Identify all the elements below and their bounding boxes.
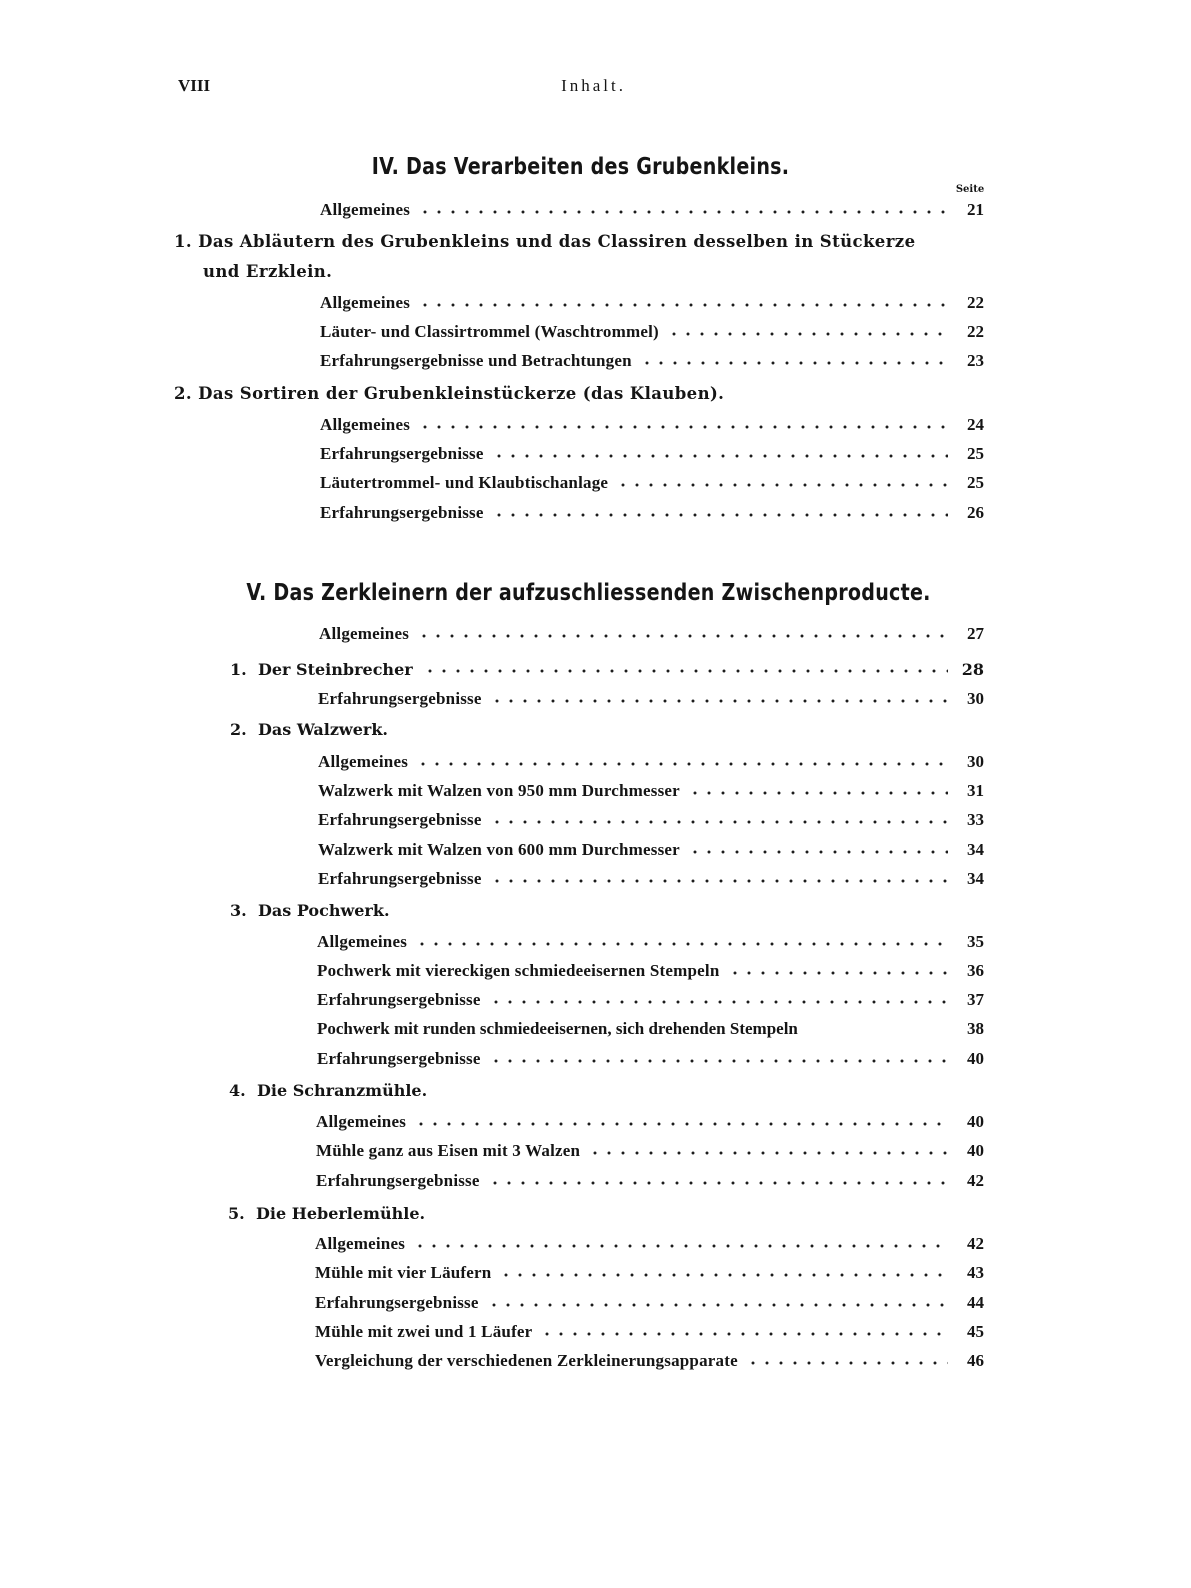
dot-leader — [490, 699, 948, 703]
subheading-number: 1. — [230, 660, 247, 679]
dot-leader — [490, 879, 948, 883]
entry-page: 45 — [967, 1322, 984, 1341]
toc-entry[interactable] — [320, 347, 984, 371]
entry-page: 34 — [967, 840, 984, 859]
section-iv-title: IV. Das Verarbeiten des Grubenkleins. — [371, 154, 790, 180]
dot-leader — [423, 669, 948, 673]
entry-label: Allgemeines — [317, 932, 408, 951]
entry-page: 38 — [967, 1019, 984, 1038]
subheading-number: 5. — [228, 1204, 245, 1223]
entry-label: Mühle mit zwei und 1 Läufer — [315, 1322, 533, 1341]
entry-page: 30 — [967, 689, 984, 708]
dot-leader — [728, 971, 948, 975]
entry-page: 26 — [967, 503, 984, 522]
dot-leader — [415, 942, 948, 946]
entry-page: 33 — [967, 810, 984, 829]
dot-leader — [492, 454, 948, 458]
entry-page: 25 — [967, 473, 984, 492]
entry-label: Mühle mit vier Läufern — [315, 1263, 492, 1282]
entry-page: 22 — [967, 293, 984, 312]
toc-entry[interactable] — [318, 865, 984, 889]
subheading-number: 2. — [230, 720, 247, 739]
entry-label: Erfahrungsergebnisse — [320, 444, 484, 463]
toc-entry[interactable] — [318, 685, 984, 709]
entry-page: 42 — [967, 1234, 984, 1253]
entry-page: 30 — [967, 752, 984, 771]
toc-entry[interactable] — [315, 1230, 984, 1254]
subheading-number: 3. — [230, 901, 247, 920]
entry-label: Erfahrungsergebnisse — [317, 1049, 481, 1068]
entry-page: 46 — [967, 1351, 984, 1370]
dot-leader — [487, 1303, 948, 1307]
toc-entry[interactable] — [316, 1108, 984, 1132]
seite-label: Seite — [955, 184, 985, 195]
section-iv-sub2-heading[interactable]: 2. Das Sortiren der Grubenkleinstückerze (das Klauben). — [174, 384, 725, 403]
entry-label: Allgemeines — [320, 415, 411, 434]
toc-entry[interactable] — [317, 1015, 984, 1039]
entry-page: 22 — [967, 322, 984, 341]
dot-leader — [416, 762, 948, 766]
subheading-label: Das Pochwerk. — [258, 901, 390, 920]
entry-label: Erfahrungsergebnisse — [315, 1293, 479, 1312]
entry-label: Vergleichung der verschiedenen Zerkleinerungsapparate — [315, 1351, 738, 1370]
dot-leader — [492, 513, 948, 517]
toc-entry[interactable] — [315, 1347, 984, 1371]
entry-label: Allgemeines — [318, 752, 409, 771]
entry-label: Erfahrungsergebnisse — [320, 503, 484, 522]
toc-entry[interactable] — [320, 289, 984, 313]
subheading-label: Die Schranzmühle. — [257, 1081, 428, 1100]
toc-entry[interactable] — [317, 1045, 984, 1069]
dot-leader — [667, 332, 948, 336]
toc-subheading[interactable] — [229, 1081, 427, 1100]
entry-label: Mühle ganz aus Eisen mit 3 Walzen — [316, 1141, 581, 1160]
dot-leader — [746, 1361, 948, 1365]
toc-entry[interactable] — [318, 806, 984, 830]
subheading-label: Das Walzwerk. — [258, 720, 388, 739]
entry-label: Allgemeines — [316, 1112, 407, 1131]
dot-leader — [418, 425, 948, 429]
entry-label: Läuter- und Classirtrommel (Waschtrommel) — [320, 322, 659, 341]
toc-entry[interactable] — [317, 986, 984, 1010]
entry-page: 25 — [967, 444, 984, 463]
running-title: Inhalt. — [561, 76, 626, 95]
entry-label: Erfahrungsergebnisse — [316, 1171, 480, 1190]
toc-entry[interactable] — [320, 318, 984, 342]
entry-label: Pochwerk mit viereckigen schmiedeeisernen Stempeln — [317, 961, 720, 980]
entry-page: 21 — [967, 200, 984, 219]
dot-leader — [489, 1059, 948, 1063]
dot-leader — [616, 483, 948, 487]
toc-entry[interactable] — [320, 440, 984, 464]
dot-leader — [490, 820, 948, 824]
toc-entry[interactable] — [318, 748, 984, 772]
subheading-label: Der Steinbrecher — [258, 660, 413, 679]
toc-entry[interactable] — [317, 928, 984, 952]
entry-page: 37 — [967, 990, 984, 1009]
toc-entry[interactable] — [318, 836, 984, 860]
dot-leader — [418, 210, 948, 214]
entry-page: 43 — [967, 1263, 984, 1282]
entry-label: Erfahrungsergebnisse — [318, 810, 482, 829]
entry-page: 40 — [967, 1112, 984, 1131]
toc-entry[interactable] — [318, 777, 984, 801]
entry-page: 36 — [967, 961, 984, 980]
toc-entry[interactable] — [317, 957, 984, 981]
dot-leader — [540, 1332, 948, 1336]
entry-page: 40 — [967, 1141, 984, 1160]
dot-leader — [489, 1000, 948, 1004]
entry-page: 40 — [967, 1049, 984, 1068]
entry-label: Allgemeines — [320, 200, 411, 219]
entry-page: 24 — [967, 415, 984, 434]
entry-label: Allgemeines — [319, 624, 410, 643]
toc-entry[interactable] — [319, 620, 984, 644]
section-iv-sub1-heading-line2[interactable]: und Erzklein. — [203, 262, 333, 281]
dot-leader — [640, 361, 948, 365]
toc-entry[interactable] — [320, 411, 984, 435]
toc-entry[interactable] — [315, 1259, 984, 1283]
dot-leader — [588, 1151, 948, 1155]
entry-page: 23 — [967, 351, 984, 370]
dot-leader — [413, 1244, 948, 1248]
entry-label: Erfahrungsergebnisse — [318, 689, 482, 708]
subheading-number: 4. — [229, 1081, 246, 1100]
dot-leader — [418, 303, 948, 307]
toc-entry[interactable] — [316, 1167, 984, 1191]
entry-label: Allgemeines — [315, 1234, 406, 1253]
entry-page: 42 — [967, 1171, 984, 1190]
entry-label: Erfahrungsergebnisse — [317, 990, 481, 1009]
entry-label: Walzwerk mit Walzen von 600 mm Durchmesser — [318, 840, 680, 859]
entry-label: Erfahrungsergebnisse und Betrachtungen — [320, 351, 632, 370]
dot-leader — [688, 850, 948, 854]
entry-page: 35 — [967, 932, 984, 951]
entry-page: 27 — [967, 624, 984, 643]
entry-page: 28 — [961, 660, 984, 679]
section-v-title: V. Das Zerkleinern der aufzuschliessenden Zwischenproducte. — [246, 580, 931, 606]
toc-entry[interactable] — [320, 499, 984, 523]
dot-leader — [417, 634, 948, 638]
entry-label: Walzwerk mit Walzen von 950 mm Durchmesser — [318, 781, 680, 800]
subheading-label: Die Heberlemühle. — [256, 1204, 426, 1223]
toc-entry[interactable] — [315, 1289, 984, 1313]
toc-entry[interactable] — [316, 1137, 984, 1161]
entry-page: 31 — [967, 781, 984, 800]
dot-leader — [414, 1122, 948, 1126]
entry-page: 44 — [967, 1293, 984, 1312]
entry-label: Pochwerk mit runden schmiedeeisernen, sich drehenden Stempeln — [317, 1019, 798, 1038]
toc-entry[interactable] — [320, 469, 984, 493]
entry-page: 34 — [967, 869, 984, 888]
entry-label: Erfahrungsergebnisse — [318, 869, 482, 888]
dot-leader — [499, 1273, 948, 1277]
toc-subheading[interactable] — [228, 1204, 425, 1223]
toc-subheading[interactable] — [230, 655, 984, 679]
toc-entry[interactable] — [315, 1318, 984, 1342]
dot-leader — [488, 1181, 948, 1185]
page-number: VIII — [178, 76, 211, 95]
toc-subheading[interactable] — [230, 720, 388, 739]
section-iv-sub1-heading-line1[interactable]: 1. Das Abläutern des Grubenkleins und das Classiren desselben in Stückerze — [174, 232, 916, 251]
toc-subheading[interactable] — [230, 901, 390, 920]
entry-label: Allgemeines — [320, 293, 411, 312]
running-head — [178, 76, 626, 96]
entry-label: Läutertrommel- und Klaubtischanlage — [320, 473, 609, 492]
dot-leader — [688, 791, 948, 795]
toc-entry[interactable] — [320, 196, 984, 220]
